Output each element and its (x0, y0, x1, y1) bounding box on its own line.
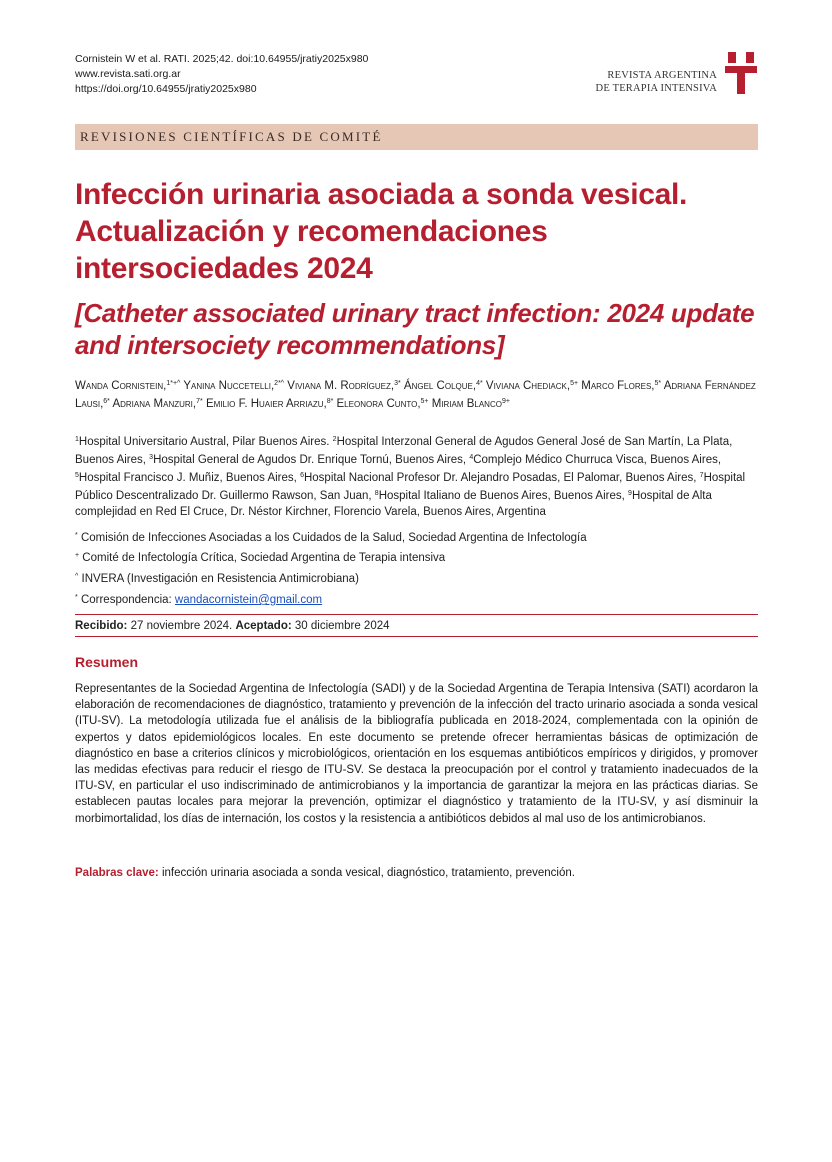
journal-name-line1: REVISTA ARGENTINA (607, 70, 717, 81)
corr-label: Correspondencia: (80, 594, 172, 606)
author-name: Miriam Blanco (431, 398, 502, 410)
note-plus (75, 548, 761, 566)
affiliations (75, 432, 761, 520)
corr-email-link[interactable]: wandacornistein@gmail.com (174, 594, 323, 606)
accepted-label: Aceptado: (235, 620, 292, 632)
author-name: Eleonora Cunto, (336, 398, 421, 410)
section-band (75, 124, 758, 150)
note-plus-mark: + (75, 552, 80, 559)
note-caret-text: INVERA (Investigación en Resistencia Antimicrobiana) (81, 573, 359, 585)
note-star-text: Comisión de Infecciones Asociadas a los Cuidados de la Salud, Sociedad Argentina de Infectología (80, 532, 587, 544)
affiliation-number: 4 (469, 454, 474, 461)
affiliation-number: 5 (75, 472, 79, 479)
section-label: REVISIONES CIENTÍFICAS DE COMITÉ (80, 129, 383, 144)
affiliation-text: Complejo Médico Churruca Visca, Buenos Aires, (473, 454, 722, 466)
note-star-mark: * (75, 532, 78, 539)
author-affil-mark: 4* (476, 380, 483, 387)
affiliation-text: Hospital General de Agudos Dr. Enrique Tornú, Buenos Aires, (153, 454, 467, 466)
citation-header (75, 52, 368, 97)
note-corr-mark: * (75, 594, 78, 601)
note-caret (75, 569, 761, 587)
article-title-english: [Catheter associated urinary tract infection: 2024 update and intersociety recommendations] (75, 298, 755, 360)
divider-top (75, 614, 758, 615)
keywords-label: Palabras clave: (75, 867, 159, 879)
affiliation-number: 3 (149, 454, 154, 461)
rati-logo-icon (725, 52, 757, 94)
author-affil-mark: 2*^ (274, 380, 285, 387)
author-affil-mark: 5+ (570, 380, 579, 387)
author-affil-mark: 5* (654, 380, 662, 387)
website-line: www.revista.sati.org.ar (75, 68, 181, 80)
affiliation-text: Hospital Universitario Austral, Pilar Buenos Aires. (78, 436, 330, 448)
affiliation-number: 2 (332, 436, 337, 443)
note-plus-text: Comité de Infectología Crítica, Sociedad Argentina de Terapia intensiva (82, 552, 446, 564)
keywords-line (75, 865, 758, 881)
author-name: Ángel Colque, (403, 380, 477, 392)
affiliation-number: 6 (300, 472, 304, 479)
author-affil-mark: 6* (103, 398, 110, 405)
affiliation-text: Hospital Nacional Profesor Dr. Alejandro Posadas, El Palomar, Buenos Aires, (303, 472, 697, 484)
abstract-text: Representantes de la Sociedad Argentina de Infectología (SADI) y de la Sociedad Argentina de Terapia Intensiva (SATI) acordaron la elaboración de recomendaciones de diagnóstico, tratamiento y prevención de la infección del tracto urinario asociada a sonda vesical (ITU-SV). La metodología utilizada fue el análisis de la bibliografía publicada en 2018-2024, complementada con la opinión de expertos y datos epidemiológicos locales. En este documento se pretende ofrecer herramientas básicas de optimización de diagnóstico en base a criterios clínicos y microbiológicos, orientación en los esquemas antibióticos empíricos y dirigidos, y promover las medidas efectivas para reducir el riesgo de ITU-SV. Se destaca la preocupación por el control y tratamiento inadecuados de la ITU-SV, en particular el uso indiscriminado de antimicrobianos y la importancia de garantizar la mejora en las prácticas diarias. Se establecen pautas locales para mejorar la prevención, optimizar el diagnóstico y tratamiento de la ITU-SV, y así disminuir la morbimortalidad, los días de internación, los costos y la resistencia a antibióticos debidos al mal uso de los antimicrobianos. (75, 683, 758, 825)
affiliation-number: 7 (699, 472, 704, 479)
journal-brand (596, 52, 757, 95)
keywords-text: infección urinaria asociada a sonda vesical, diagnóstico, tratamiento, prevención. (161, 867, 575, 879)
author-affil-mark: 1*+^ (166, 380, 181, 387)
affiliation-text: Hospital de Alta complejidad en Red El Cruce, Dr. Néstor Kirchner, Florencio Varela, Buenos Aires, Argentina (75, 490, 712, 518)
note-correspondence (75, 590, 761, 608)
author-affil-mark: 8* (326, 398, 334, 405)
author-affil-mark: 9+ (501, 398, 510, 405)
affiliation-number: 1 (75, 436, 79, 443)
author-affil-mark: 7* (196, 398, 203, 405)
divider-bottom (75, 636, 758, 637)
author-name: Viviana M. Rodríguez, (287, 380, 395, 392)
author-name: Emilio F. Huaier Arriazu, (205, 398, 327, 410)
author-list (75, 376, 765, 412)
author-name: Adriana Manzuri, (112, 398, 197, 410)
affiliation-text: Hospital Público Descentralizado Dr. Guillermo Rawson, San Juan, (75, 472, 746, 502)
affiliation-text: Hospital Italiano de Buenos Aires, Buenos Aires, (378, 490, 625, 502)
affiliation-number: 9 (628, 490, 632, 497)
note-star (75, 528, 761, 546)
article-title: Infección urinaria asociada a sonda vesical. Actualización y recomendaciones intersociedades 2024 (75, 178, 688, 285)
abstract-heading: Resumen (75, 654, 139, 670)
author-affil-mark: 3* (394, 380, 401, 387)
affiliation-text: Hospital Francisco J. Muñiz, Buenos Aires, (78, 472, 297, 484)
doi-line: https://doi.org/10.64955/jratiy2025x980 (75, 83, 257, 95)
note-caret-mark: ^ (75, 573, 79, 580)
author-name: Adriana Fernández Lausi, (75, 380, 756, 410)
received-label: Recibido: (75, 620, 128, 632)
author-affil-mark: 5+ (420, 398, 429, 405)
citation-line: Cornistein W et al. RATI. 2025;42. doi:10.64955/jratiy2025x980 (75, 53, 369, 65)
journal-name-line2: DE TERAPIA INTENSIVA (595, 83, 717, 94)
affiliation-text: Hospital Interzonal General de Agudos General José de San Martín, La Plata, Buenos Aires, (75, 436, 733, 466)
journal-name (596, 69, 717, 95)
dates-line (75, 619, 390, 634)
accepted-value: 30 diciembre 2024 (294, 620, 390, 632)
author-name: Marco Flores, (581, 380, 655, 392)
author-name: Wanda Cornistein, (75, 380, 167, 392)
affiliation-number: 8 (374, 490, 379, 497)
received-value: 27 noviembre 2024. (130, 620, 233, 632)
author-name: Yanina Nuccetelli, (183, 380, 275, 392)
author-name: Viviana Chediack, (485, 380, 571, 392)
